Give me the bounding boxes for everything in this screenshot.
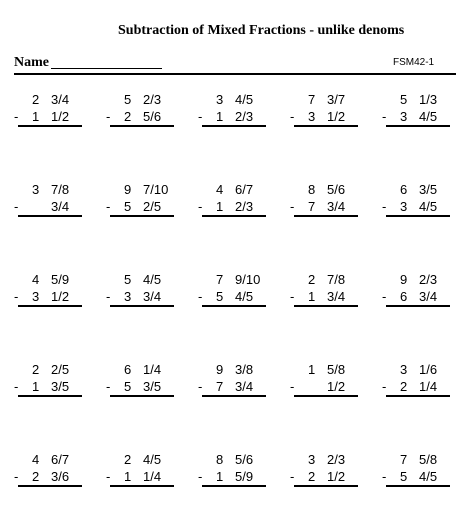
minus-sign: - xyxy=(382,109,387,124)
bottom-fraction: 4/5 xyxy=(419,109,438,124)
bottom-whole-number: 3 xyxy=(32,289,40,304)
top-whole-number: 2 xyxy=(308,272,316,287)
bottom-whole-number: 3 xyxy=(124,289,132,304)
top-fraction: 7/8 xyxy=(51,182,70,197)
top-whole-number: 2 xyxy=(32,362,40,377)
problem-item xyxy=(382,452,460,508)
answer-line xyxy=(202,485,266,487)
bottom-fraction: 4/5 xyxy=(419,469,438,484)
problem-item xyxy=(106,272,184,328)
minus-sign: - xyxy=(14,109,19,124)
bottom-whole-number: 1 xyxy=(216,199,224,214)
bottom-fraction: 1/2 xyxy=(51,109,70,124)
bottom-fraction: 1/4 xyxy=(419,379,438,394)
bottom-whole-number: 6 xyxy=(400,289,408,304)
answer-line xyxy=(202,305,266,307)
answer-line xyxy=(294,485,358,487)
bottom-whole-number: 5 xyxy=(216,289,224,304)
minus-sign: - xyxy=(382,469,387,484)
minus-sign: - xyxy=(290,289,295,304)
problem-item xyxy=(198,362,276,418)
bottom-whole-number: 1 xyxy=(216,469,224,484)
minus-sign: - xyxy=(290,469,295,484)
bottom-fraction: 5/9 xyxy=(235,469,254,484)
minus-sign: - xyxy=(382,199,387,214)
bottom-whole-number: 1 xyxy=(308,289,316,304)
top-whole-number: 9 xyxy=(400,272,408,287)
bottom-fraction: 3/5 xyxy=(51,379,70,394)
problem-item xyxy=(382,92,460,148)
top-fraction: 2/3 xyxy=(143,92,162,107)
bottom-fraction: 1/2 xyxy=(51,289,70,304)
bottom-whole-number: 2 xyxy=(124,109,132,124)
top-whole-number: 3 xyxy=(216,92,224,107)
top-fraction: 5/6 xyxy=(235,452,254,467)
answer-line xyxy=(294,215,358,217)
answer-line xyxy=(110,125,174,127)
answer-line xyxy=(386,125,450,127)
bottom-whole-number: 3 xyxy=(400,109,408,124)
answer-line xyxy=(110,215,174,217)
problem-item xyxy=(14,272,92,328)
answer-line xyxy=(18,215,82,217)
problem-item xyxy=(198,272,276,328)
top-fraction: 5/8 xyxy=(327,362,346,377)
bottom-fraction: 3/4 xyxy=(419,289,438,304)
top-fraction: 2/3 xyxy=(419,272,438,287)
worksheet-code: FSM42-1 xyxy=(393,57,435,68)
top-whole-number: 7 xyxy=(400,452,408,467)
answer-line xyxy=(386,395,450,397)
name-blank-line[interactable] xyxy=(51,68,162,69)
bottom-fraction: 3/4 xyxy=(143,289,162,304)
top-whole-number: 7 xyxy=(216,272,224,287)
answer-line xyxy=(386,485,450,487)
answer-line xyxy=(386,305,450,307)
bottom-whole-number: 3 xyxy=(308,109,316,124)
top-whole-number: 6 xyxy=(124,362,132,377)
bottom-fraction: 1/2 xyxy=(327,469,346,484)
problem-item xyxy=(106,182,184,238)
minus-sign: - xyxy=(198,199,203,214)
bottom-fraction: 3/5 xyxy=(143,379,162,394)
minus-sign: - xyxy=(14,469,19,484)
top-fraction: 1/3 xyxy=(419,92,438,107)
problem-item xyxy=(14,92,92,148)
bottom-whole-number: 1 xyxy=(32,109,40,124)
minus-sign: - xyxy=(198,469,203,484)
answer-line xyxy=(110,485,174,487)
problem-item xyxy=(198,182,276,238)
top-whole-number: 3 xyxy=(32,182,40,197)
top-whole-number: 5 xyxy=(400,92,408,107)
bottom-whole-number: 3 xyxy=(400,199,408,214)
answer-line xyxy=(110,305,174,307)
top-whole-number: 2 xyxy=(32,92,40,107)
answer-line xyxy=(18,125,82,127)
top-fraction: 7/8 xyxy=(327,272,346,287)
top-whole-number: 4 xyxy=(216,182,224,197)
problem-item xyxy=(382,362,460,418)
top-whole-number: 6 xyxy=(400,182,408,197)
top-fraction: 1/4 xyxy=(143,362,162,377)
answer-line xyxy=(386,215,450,217)
answer-line xyxy=(18,395,82,397)
minus-sign: - xyxy=(290,379,295,394)
bottom-fraction: 2/3 xyxy=(235,199,254,214)
top-fraction: 5/6 xyxy=(327,182,346,197)
problem-item xyxy=(106,362,184,418)
answer-line xyxy=(18,485,82,487)
top-fraction: 2/3 xyxy=(327,452,346,467)
answer-line xyxy=(294,125,358,127)
bottom-whole-number: 5 xyxy=(124,199,132,214)
top-whole-number: 7 xyxy=(308,92,316,107)
bottom-fraction: 4/5 xyxy=(235,289,254,304)
bottom-fraction: 3/4 xyxy=(327,289,346,304)
top-whole-number: 8 xyxy=(216,452,224,467)
bottom-fraction: 2/3 xyxy=(235,109,254,124)
bottom-whole-number: 1 xyxy=(216,109,224,124)
answer-line xyxy=(18,305,82,307)
top-whole-number: 4 xyxy=(32,452,40,467)
bottom-fraction: 3/4 xyxy=(51,199,70,214)
top-whole-number: 9 xyxy=(124,182,132,197)
answer-line xyxy=(202,125,266,127)
top-whole-number: 5 xyxy=(124,272,132,287)
answer-line xyxy=(110,395,174,397)
problem-item xyxy=(290,452,368,508)
bottom-fraction: 3/4 xyxy=(327,199,346,214)
answer-line xyxy=(294,395,358,397)
top-fraction: 4/5 xyxy=(143,452,162,467)
minus-sign: - xyxy=(106,469,111,484)
problem-item xyxy=(14,182,92,238)
top-fraction: 4/5 xyxy=(143,272,162,287)
answer-line xyxy=(202,395,266,397)
top-whole-number: 2 xyxy=(124,452,132,467)
top-whole-number: 8 xyxy=(308,182,316,197)
bottom-whole-number: 2 xyxy=(32,469,40,484)
bottom-whole-number: 2 xyxy=(400,379,408,394)
bottom-whole-number: 5 xyxy=(124,379,132,394)
problem-item xyxy=(382,272,460,328)
bottom-fraction: 5/6 xyxy=(143,109,162,124)
problem-item xyxy=(290,182,368,238)
bottom-whole-number: 7 xyxy=(216,379,224,394)
top-fraction: 5/9 xyxy=(51,272,70,287)
minus-sign: - xyxy=(290,109,295,124)
problem-item xyxy=(14,452,92,508)
top-whole-number: 5 xyxy=(124,92,132,107)
answer-line xyxy=(202,215,266,217)
bottom-whole-number: 1 xyxy=(124,469,132,484)
header-divider xyxy=(14,73,456,75)
minus-sign: - xyxy=(198,109,203,124)
minus-sign: - xyxy=(14,379,19,394)
minus-sign: - xyxy=(198,289,203,304)
bottom-fraction: 3/4 xyxy=(235,379,254,394)
problem-item xyxy=(14,362,92,418)
top-fraction: 2/5 xyxy=(51,362,70,377)
top-fraction: 3/5 xyxy=(419,182,438,197)
top-whole-number: 4 xyxy=(32,272,40,287)
minus-sign: - xyxy=(290,199,295,214)
minus-sign: - xyxy=(106,109,111,124)
minus-sign: - xyxy=(14,289,19,304)
problem-item xyxy=(106,452,184,508)
top-fraction: 6/7 xyxy=(235,182,254,197)
problem-item xyxy=(290,92,368,148)
bottom-fraction: 4/5 xyxy=(419,199,438,214)
top-fraction: 5/8 xyxy=(419,452,438,467)
minus-sign: - xyxy=(106,289,111,304)
top-whole-number: 3 xyxy=(400,362,408,377)
bottom-fraction: 2/5 xyxy=(143,199,162,214)
top-whole-number: 3 xyxy=(308,452,316,467)
minus-sign: - xyxy=(14,199,19,214)
top-whole-number: 9 xyxy=(216,362,224,377)
top-fraction: 3/7 xyxy=(327,92,346,107)
bottom-whole-number: 1 xyxy=(32,379,40,394)
problem-item xyxy=(198,452,276,508)
top-fraction: 9/10 xyxy=(235,272,261,287)
problem-item xyxy=(290,362,368,418)
bottom-fraction: 1/2 xyxy=(327,379,346,394)
minus-sign: - xyxy=(382,289,387,304)
problem-item xyxy=(198,92,276,148)
top-fraction: 6/7 xyxy=(51,452,70,467)
top-fraction: 1/6 xyxy=(419,362,438,377)
bottom-fraction: 1/2 xyxy=(327,109,346,124)
bottom-whole-number: 2 xyxy=(308,469,316,484)
answer-line xyxy=(294,305,358,307)
problem-item xyxy=(382,182,460,238)
bottom-fraction: 1/4 xyxy=(143,469,162,484)
top-fraction: 4/5 xyxy=(235,92,254,107)
minus-sign: - xyxy=(198,379,203,394)
name-label: Name xyxy=(14,55,49,70)
top-fraction: 7/10 xyxy=(143,182,169,197)
problem-item xyxy=(290,272,368,328)
top-whole-number: 1 xyxy=(308,362,316,377)
minus-sign: - xyxy=(106,199,111,214)
top-fraction: 3/4 xyxy=(51,92,70,107)
minus-sign: - xyxy=(382,379,387,394)
bottom-fraction: 3/6 xyxy=(51,469,70,484)
bottom-whole-number: 7 xyxy=(308,199,316,214)
top-fraction: 3/8 xyxy=(235,362,254,377)
worksheet-title: Subtraction of Mixed Fractions - unlike denoms xyxy=(118,23,405,38)
bottom-whole-number: 5 xyxy=(400,469,408,484)
problem-item xyxy=(106,92,184,148)
minus-sign: - xyxy=(106,379,111,394)
